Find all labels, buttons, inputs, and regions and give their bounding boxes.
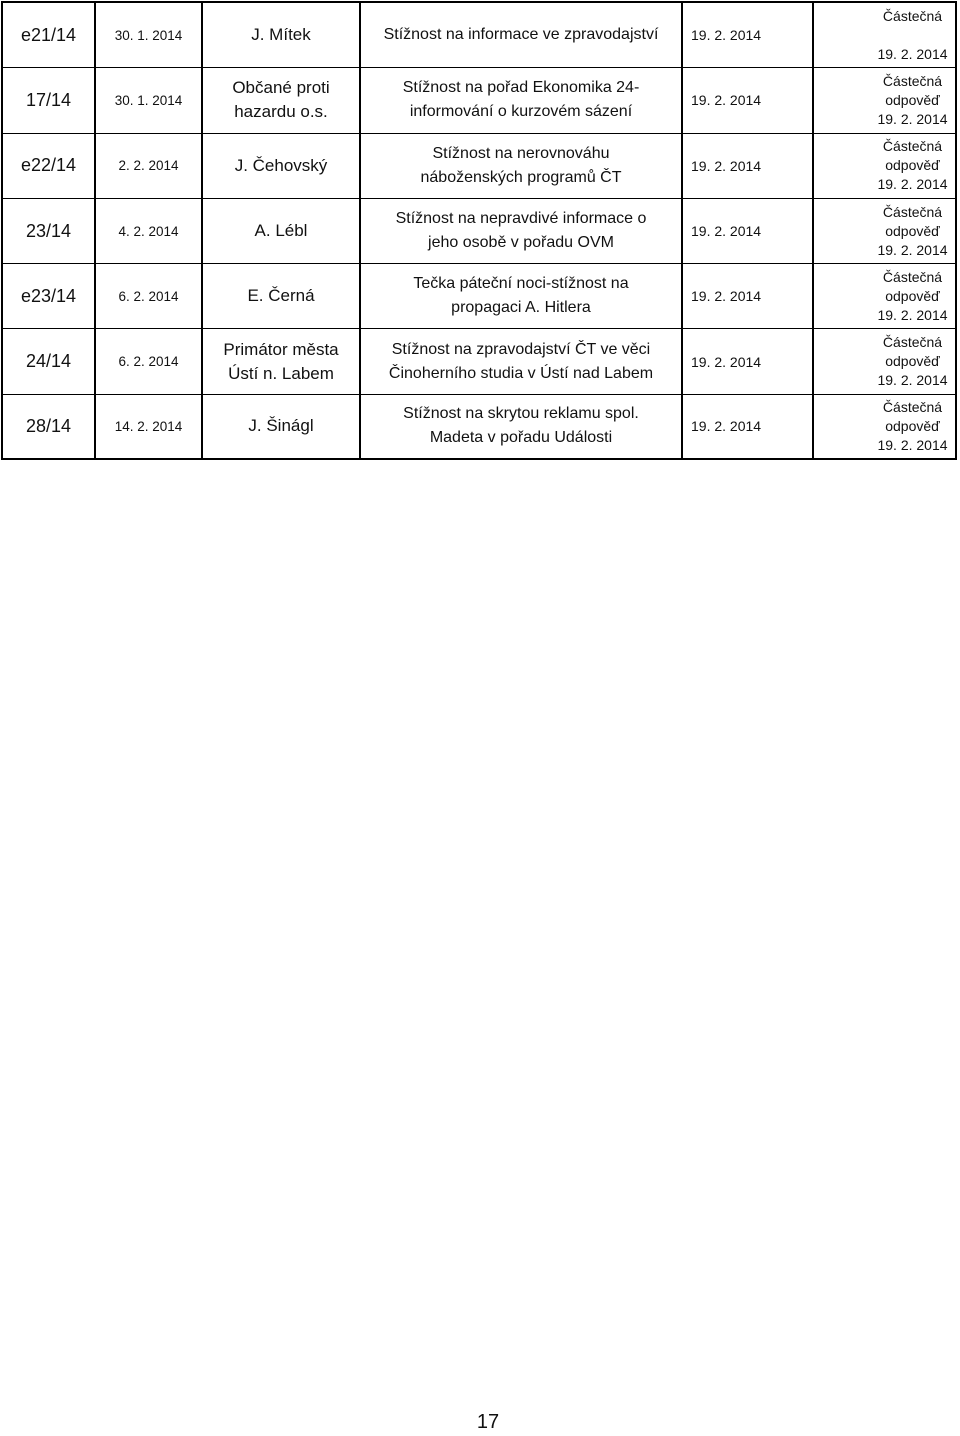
subject-cell	[361, 199, 683, 264]
received-date-cell	[96, 329, 203, 394]
received-date-cell	[96, 134, 203, 199]
status-cell	[814, 3, 957, 68]
complainant-cell	[203, 395, 361, 460]
subject-cell	[361, 134, 683, 199]
status-date: 19. 2. 2014	[877, 372, 948, 389]
subject-line: náboženských programů ČT	[420, 168, 622, 186]
status-cell	[814, 264, 957, 329]
subject-line: Stížnost na skrytou reklamu spol.	[403, 405, 639, 423]
received-date: 4. 2. 2014	[118, 223, 179, 239]
subject-line: Tečka páteční noci-stížnost na	[413, 275, 629, 293]
complainant-cell	[203, 3, 361, 68]
status-label: Částečná	[882, 7, 943, 24]
received-date-cell	[96, 199, 203, 264]
complainant-line: Občané proti	[232, 78, 330, 98]
received-date: 30. 1. 2014	[114, 27, 183, 43]
status-label: Částečná	[882, 398, 943, 415]
reference-cell	[3, 134, 96, 199]
status-note: odpověď	[885, 91, 940, 108]
reply-date-cell	[683, 134, 814, 199]
subject-line: propagaci A. Hitlera	[451, 299, 591, 317]
received-date: 14. 2. 2014	[114, 418, 183, 434]
subject-cell	[361, 68, 683, 133]
subject-line: Stížnost na nepravdivé informace o	[395, 210, 647, 228]
status-cell	[814, 134, 957, 199]
complainant-cell	[203, 68, 361, 133]
received-date: 30. 1. 2014	[114, 92, 183, 108]
status-cell	[814, 199, 957, 264]
complainant-line: J. Čehovský	[234, 155, 328, 175]
complainant-cell	[203, 199, 361, 264]
subject-cell	[361, 264, 683, 329]
reply-date: 19. 2. 2014	[691, 418, 762, 435]
reference-cell	[3, 199, 96, 264]
subject-line: informování o kurzovém sázení	[409, 103, 633, 121]
complainant-line: Primátor města	[223, 339, 339, 359]
complainant-line: J. Šinágl	[248, 416, 314, 436]
status-label: Částečná	[882, 203, 943, 220]
subject-line: Stížnost na nerovnováhu	[432, 144, 610, 162]
status-cell	[814, 395, 957, 460]
complainant-line: J. Mítek	[251, 25, 311, 45]
status-date: 19. 2. 2014	[877, 176, 948, 193]
reference-cell	[3, 264, 96, 329]
complainant-line: Ústí n. Labem	[228, 363, 334, 383]
status-note: odpověď	[885, 353, 940, 370]
subject-line: Činoherního studia v Ústí nad Labem	[388, 364, 654, 382]
reply-date-cell	[683, 199, 814, 264]
reply-date: 19. 2. 2014	[691, 353, 762, 370]
reply-date-cell	[683, 264, 814, 329]
received-date-cell	[96, 264, 203, 329]
complainant-cell	[203, 134, 361, 199]
status-label: Částečná	[882, 334, 943, 351]
complainant-cell	[203, 264, 361, 329]
reply-date-cell	[683, 329, 814, 394]
status-cell	[814, 329, 957, 394]
received-date-cell	[96, 395, 203, 460]
complainant-cell	[203, 329, 361, 394]
reference-number: e23/14	[20, 285, 77, 306]
reply-date: 19. 2. 2014	[691, 92, 762, 109]
subject-line: jeho osobě v pořadu OVM	[428, 234, 614, 252]
received-date: 6. 2. 2014	[118, 288, 179, 304]
subject-line: Stížnost na zpravodajství ČT ve věci	[391, 340, 651, 358]
status-note: odpověď	[885, 287, 940, 304]
reference-cell	[3, 3, 96, 68]
status-date: 19. 2. 2014	[877, 436, 948, 453]
complainant-line: A. Lébl	[254, 221, 308, 241]
status-note: odpověď	[885, 222, 940, 239]
reference-number: 24/14	[25, 351, 72, 372]
reference-number: 17/14	[25, 89, 72, 110]
status-date: 19. 2. 2014	[877, 241, 948, 258]
received-date: 6. 2. 2014	[118, 354, 179, 370]
reply-date-cell	[683, 68, 814, 133]
subject-line: Madeta v pořadu Události	[429, 429, 613, 447]
reply-date-cell	[683, 395, 814, 460]
reply-date: 19. 2. 2014	[691, 288, 762, 305]
reference-cell	[3, 329, 96, 394]
status-date: 19. 2. 2014	[877, 110, 948, 127]
reference-cell	[3, 395, 96, 460]
status-label: Částečná	[882, 268, 943, 285]
reference-number: e21/14	[20, 24, 77, 45]
received-date-cell	[96, 3, 203, 68]
reply-date: 19. 2. 2014	[691, 157, 762, 174]
status-date: 19. 2. 2014	[877, 45, 948, 62]
reply-date: 19. 2. 2014	[691, 223, 762, 240]
received-date: 2. 2. 2014	[118, 158, 179, 174]
status-note: odpověď	[885, 157, 940, 174]
reference-number: e22/14	[20, 155, 77, 176]
complaints-table	[1, 1, 957, 460]
subject-cell	[361, 329, 683, 394]
complainant-line: hazardu o.s.	[234, 102, 328, 122]
reply-date-cell	[683, 3, 814, 68]
subject-cell	[361, 395, 683, 460]
subject-line: Stížnost na informace ve zpravodajství	[383, 26, 659, 44]
complainant-line: E. Černá	[247, 286, 315, 306]
status-label: Částečná	[882, 138, 943, 155]
reference-number: 28/14	[25, 415, 72, 436]
received-date-cell	[96, 68, 203, 133]
status-label: Částečná	[882, 72, 943, 89]
subject-line: Stížnost na pořad Ekonomika 24-	[402, 79, 640, 97]
reference-cell	[3, 68, 96, 133]
status-date: 19. 2. 2014	[877, 306, 948, 323]
page-number: 17	[476, 1411, 500, 1433]
reply-date: 19. 2. 2014	[691, 27, 762, 44]
status-cell	[814, 68, 957, 133]
status-note: odpověď	[885, 417, 940, 434]
reference-number: 23/14	[25, 220, 72, 241]
subject-cell	[361, 3, 683, 68]
